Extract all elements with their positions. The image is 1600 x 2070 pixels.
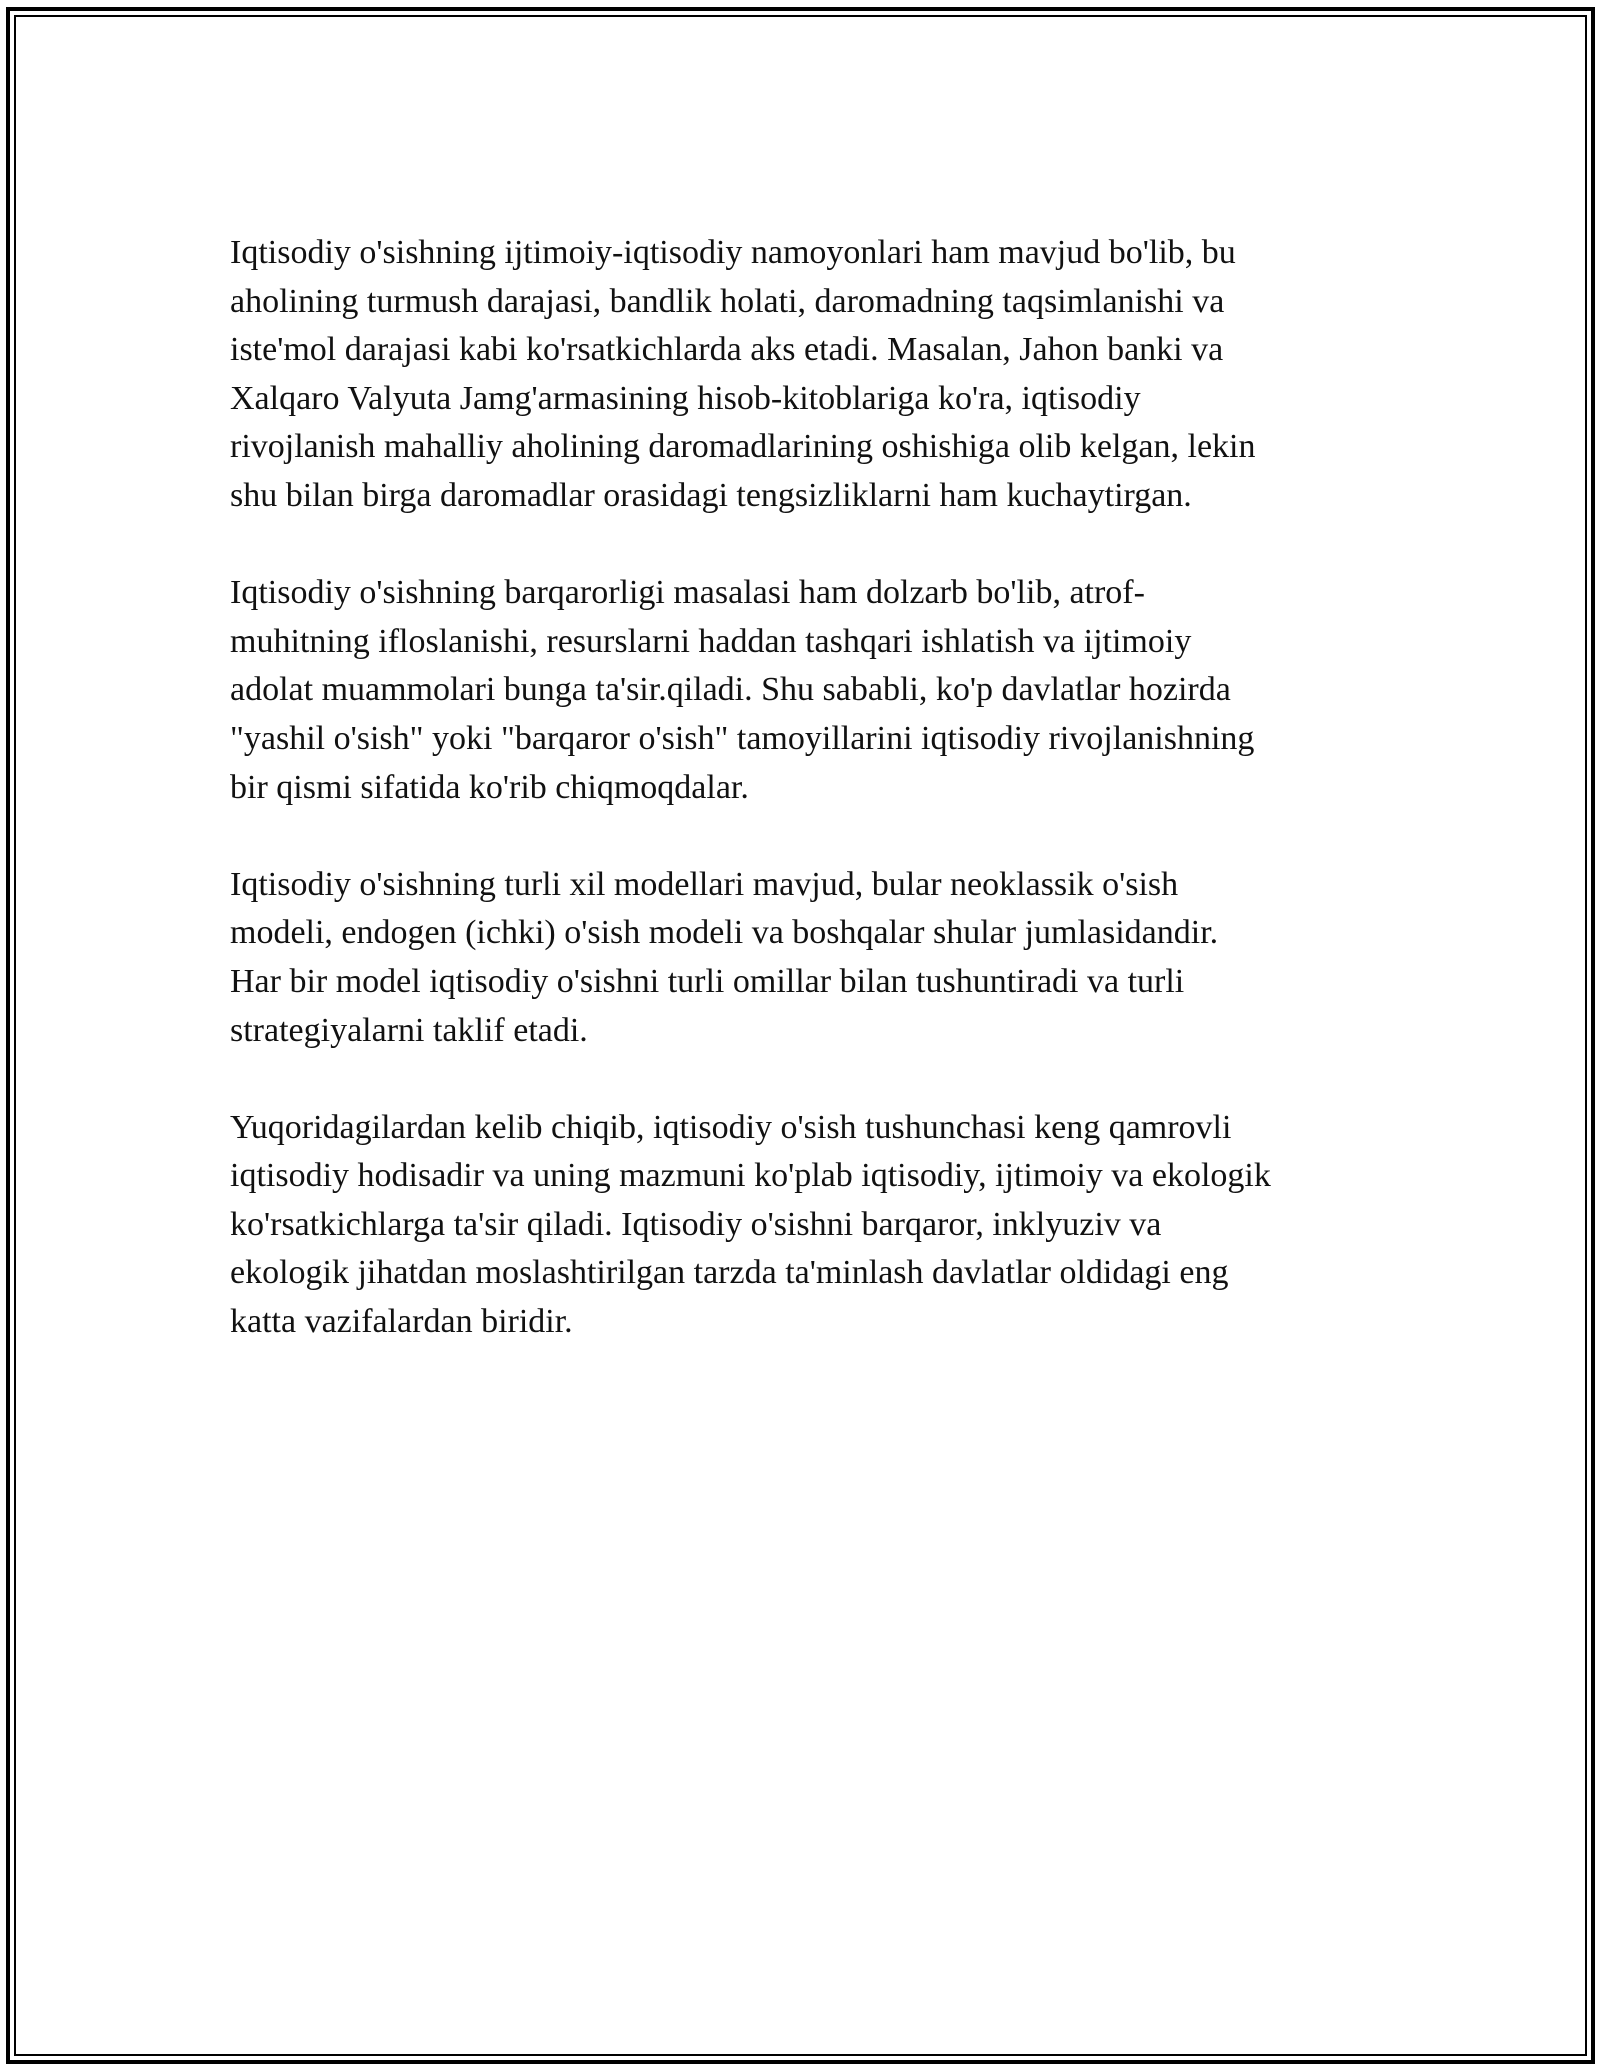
text-line: iqtisodiy hodisadir va uning mazmuni ko'plab iqtisodiy, ijtimoiy va ekologik — [230, 1157, 1271, 1195]
text-line: adolat muammolari bunga ta'sir.qiladi. Shu sababli, ko'p davlatlar hozirda — [230, 671, 1231, 709]
text-line: Har bir model iqtisodiy o'sishni turli omillar bilan tushuntiradi va turli — [230, 962, 1185, 1000]
text-line: Iqtisodiy o'sishning ijtimoiy-iqtisodiy namoyonlari ham mavjud bo'lib, bu — [230, 234, 1236, 271]
text-line: strategiyalarni taklif etadi. — [230, 1011, 588, 1049]
paragraph-3 — [230, 861, 1370, 1055]
text-line: ekologik jihatdan moslashtirilgan tarzda ta'minlash davlatlar oldidagi eng — [230, 1254, 1229, 1292]
text-line: shu bilan birga daromadlar orasidagi tengsizliklarni ham kuchaytirgan. — [230, 476, 1192, 514]
document-body — [230, 229, 1370, 1395]
text-line: Iqtisodiy o'sishning turli xil modellari mavjud, bular neoklassik o'sish — [230, 865, 1179, 903]
text-line: bir qismi sifatida ko'rib chiqmoqdalar. — [230, 768, 749, 806]
text-line: iste'mol darajasi kabi ko'rsatkichlarda aks etadi. Masalan, Jahon banki va — [230, 331, 1224, 369]
text-line: Xalqaro Valyuta Jamg'armasining hisob-kitoblariga ko'ra, iqtisodiy — [230, 379, 1141, 417]
text-line: aholining turmush darajasi, bandlik holati, daromadning taqsimlanishi va — [230, 282, 1225, 320]
text-line: modeli, endogen (ichki) o'sish modeli va boshqalar shular jumlasidandir. — [230, 914, 1219, 952]
text-line: rivojlanish mahalliy aholining daromadlarining oshishiga olib kelgan, lekin — [230, 428, 1256, 466]
text-line: Iqtisodiy o'sishning barqarorligi masalasi ham dolzarb bo'lib, atrof- — [230, 574, 1145, 612]
text-line: ko'rsatkichlarga ta'sir qiladi. Iqtisodiy o'sishni barqaror, inklyuziv va — [230, 1205, 1162, 1243]
text-line: "yashil o'sish" yoki "barqaror o'sish" tamoyillarini iqtisodiy rivojlanishning — [230, 719, 1255, 757]
text-line: muhitning ifloslanishi, resurslarni haddan tashqari ishlatish va ijtimoiy — [230, 622, 1192, 660]
text-line: katta vazifalardan biridir. — [230, 1303, 573, 1341]
paragraph-2 — [230, 569, 1370, 812]
paragraph-4 — [230, 1104, 1370, 1347]
paragraph-1 — [230, 229, 1370, 521]
text-line: Yuqoridagilardan kelib chiqib, iqtisodiy o'sish tushunchasi keng qamrovli — [230, 1108, 1232, 1146]
